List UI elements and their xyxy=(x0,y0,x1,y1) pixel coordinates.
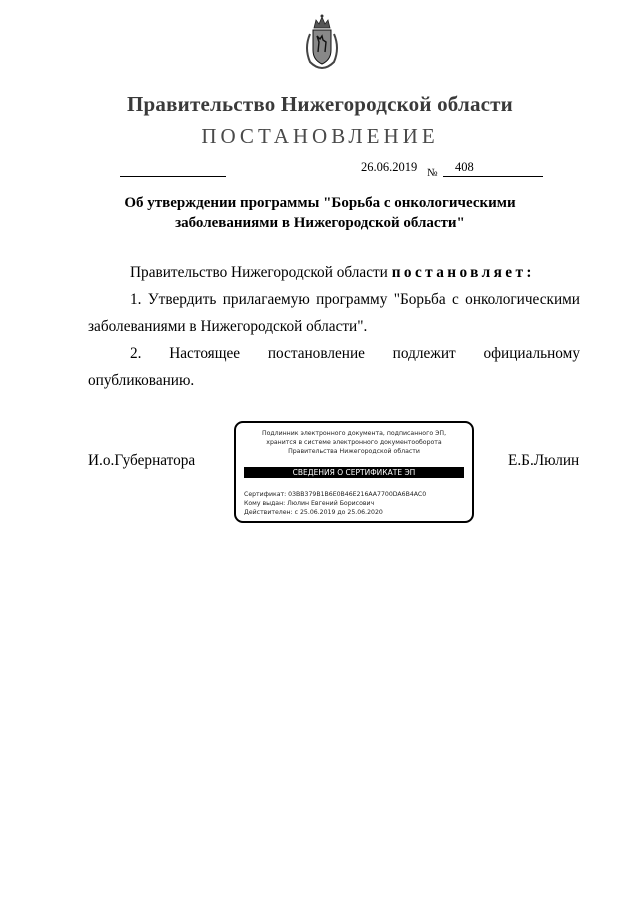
document-title: Об утверждении программы "Борьба с онкологическими заболеваниями в Нижегородской области" xyxy=(124,195,516,231)
certificate-owner: Кому выдан: Люлин Евгений Борисович xyxy=(244,500,375,507)
number-underline xyxy=(443,176,543,177)
stamp-line: Подлинник электронного документа, подписанного ЭП, xyxy=(261,430,447,437)
stamp-header xyxy=(244,429,464,456)
document-date: 26.06.2019 xyxy=(361,160,418,174)
signatory-position: И.о.Губернатора xyxy=(88,452,196,469)
certificate-info-bar: СВЕДЕНИЯ О СЕРТИФИКАТЕ ЭП xyxy=(244,467,464,478)
stamp-line: Правительства Нижегородской области xyxy=(288,448,420,455)
item-1: 1. Утвердить прилагаемую программу "Борьба с онкологическими заболеваниями в Нижегородской области". xyxy=(88,291,580,335)
certificate-id: Сертификат: 03BB379B1B6E0B46E216AA7700DA6B4AC0 xyxy=(244,491,427,498)
electronic-signature-stamp xyxy=(234,421,474,523)
blank-line xyxy=(120,176,226,177)
item-2: 2. Настоящее постановление подлежит официальному опубликованию. xyxy=(88,345,580,389)
number-sign: № xyxy=(427,167,438,179)
intro-text: Правительство Нижегородской области xyxy=(130,264,388,281)
signatory-name: Е.Б.Люлин xyxy=(508,452,580,469)
stamp-line: хранится в системе электронного документооборота xyxy=(266,439,442,446)
organization-name: Правительство Нижегородской области xyxy=(127,92,513,116)
coat-of-arms-icon xyxy=(302,12,342,72)
document-number: 408 xyxy=(455,160,474,174)
certificate-details xyxy=(244,490,426,517)
certificate-validity: Действителен: с 25.06.2019 до 25.06.2020 xyxy=(244,509,383,516)
document-type: ПОСТАНОВЛЕНИЕ xyxy=(201,124,439,148)
decree-word: постановляет: xyxy=(391,264,535,281)
intro-paragraph xyxy=(130,259,535,286)
